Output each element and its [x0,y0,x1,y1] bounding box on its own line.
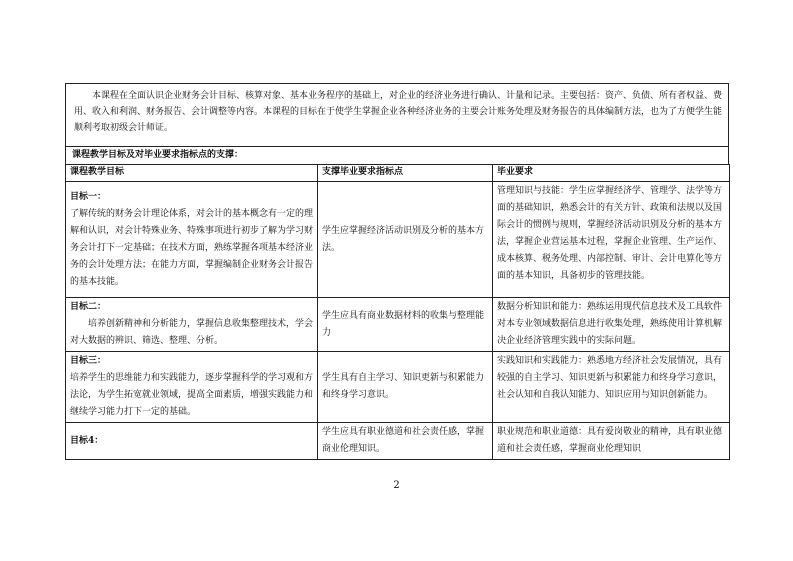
requirement-cell: 职业规范和职业道德：具有爱岗敬业的精神，具有职业德道和社会责任感，掌握商业伦理知识 [493,423,730,460]
requirement-cell: 实践知识和实践能力：熟悉地方经济社会发展情况，具有较强的自主学习、知识更新与积累能力和终身学习意识，社会认知和自我认知能力、知识应用与知识创新能力。 [493,352,730,423]
header-indicator: 支撑毕业要求指标点 [318,165,493,182]
goal-title: 目标二： [70,302,107,312]
goal-cell [66,423,318,460]
table-row [66,423,730,460]
goal-text: 培养创新精神和分析能力，掌握信息收集整理技术，学会对大数据的辨识、筛选、整理、分析。 [70,319,314,346]
goal-title: 目标4： [70,435,104,446]
indicator-cell: 学生具有自主学习、知识更新与积累能力和终身学习意识。 [318,352,493,423]
requirement-cell: 管理知识与技能：学生应掌握经济学、管理学、法学等方面的基础知识，熟悉会计的有关方针、政策和法规以及国际会计的惯例与规则，掌握经济活动识别及分析的基本方法，掌握企业营运基本过程，掌握企业管理、生产运作、成本核算、税务处理、内部控制、审计、会计电算化等方面的基本知识，具备初步的管理技能。 [493,182,730,298]
goal-cell [66,182,318,298]
table-header-row [66,165,730,182]
page-number: 2 [393,480,400,491]
indicator-cell: 学生应具有职业德道和社会责任感，掌握商业伦理知识。 [318,423,493,460]
goal-title: 目标一： [70,192,107,202]
indicator-cell: 学生应掌握经济活动识别及分析的基本方法。 [318,182,493,298]
goal-cell [66,298,318,352]
indicator-cell: 学生应具有商业数据材料的收集与整理能力 [318,298,493,352]
objectives-table [65,164,730,460]
header-goal: 课程教学目标 [66,165,318,182]
goal-text: 培养学生的思维能力和实践能力，逐步掌握科学的学习观和方法论，为学生拓宽就业领域，提高全面素质，增强实践能力和继续学习能力打下一定的基础。 [70,373,314,417]
course-frame [65,83,729,460]
goal-text: 了解传统的财务会计理论体系，对会计的基本概念有一定的理解和认识，对会计特殊业务、特殊事项进行初步了解为学习财务会计打下一定基础；在技术方面，熟练掌握各项基本经济业务的会计处理方法；在能力方面，掌握编制企业财务会计报告的基本技能。 [70,209,314,287]
table-row [66,182,730,298]
section-title: 课程教学目标及对毕业要求指标点的支撑： [65,146,729,164]
header-requirement: 毕业要求 [493,165,730,182]
goal-cell [66,352,318,423]
table-row [66,298,730,352]
requirement-cell: 数据分析知识和能力：熟练运用现代信息技术及工具软件对本专业领域数据信息进行收集处理，熟练使用计算机解决企业经济管理实践中的实际问题。 [493,298,730,352]
table-row [66,352,730,423]
course-intro: 本课程在全面认识企业财务会计目标、核算对象、基本业务程序的基础上，对企业的经济业务进行确认、计量和记录。主要包括：资产、负债、所有者权益、费用、收入和利润、财务报告、会计调整等内容。本课程的目标在于使学生掌握企业各种经济业务的主要会计账务处理及财务报告的具体编制方法，也为了方便学生能顺利考取初级会计师证。 [65,83,729,146]
goal-title: 目标三： [70,356,107,366]
